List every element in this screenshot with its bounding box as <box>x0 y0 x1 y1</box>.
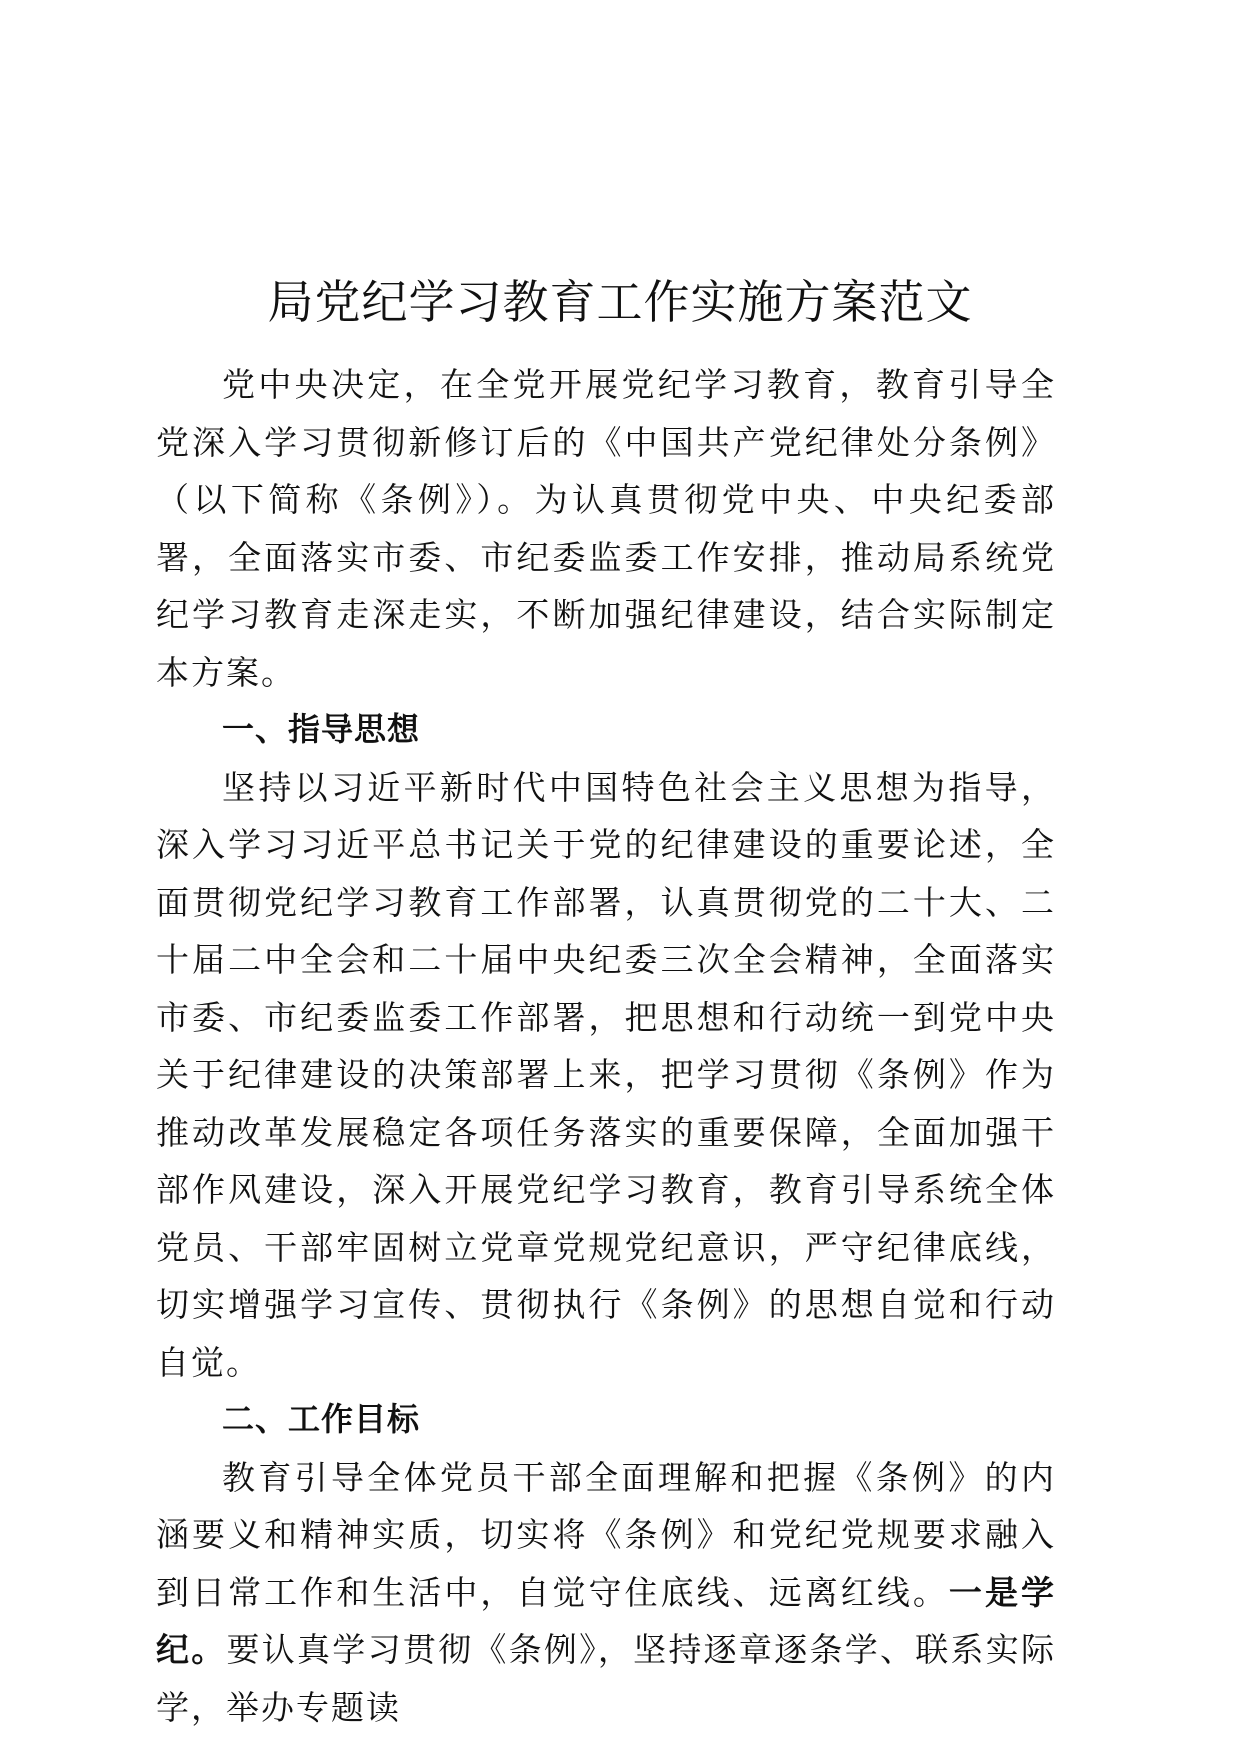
section-paragraph-work-goals <box>156 1449 1056 1737</box>
work-goals-text-part2: 要认真学习贯彻《条例》，坚持逐章逐条学、联系实际学，举办专题读 <box>156 1630 1057 1727</box>
work-goals-emphasis: 一是学纪。 <box>156 1572 1057 1669</box>
intro-paragraph: 党中央决定，在全党开展党纪学习教育，教育引导全党深入学习贯彻新修订后的《中国共产党纪律处分条例》（以下简称《条例》）。为认真贯彻党中央、中央纪委部署，全面落实市委、市纪委监委工作安排，推动局系统党纪学习教育走深走实，不断加强纪律建设，结合实际制定本方案。 <box>156 365 1056 692</box>
section-heading-guiding-ideology: 一、指导思想 <box>222 710 421 748</box>
section-paragraph-guiding-ideology: 坚持以习近平新时代中国特色社会主义思想为指导，深入学习习近平总书记关于党的纪律建设的重要论述，全面贯彻党纪学习教育工作部署，认真贯彻党的二十大、二十届二中全会和二十届中央纪委三次全会精神，全面落实市委、市纪委监委工作部署，把思想和行动统一到党中央关于纪律建设的决策部署上来，把学习贯彻《条例》作为推动改革发展稳定各项任务落实的重要保障，全面加强干部作风建设，深入开展党纪学习教育，教育引导系统全体党员、干部牢固树立党章党规党纪意识，严守纪律底线，切实增强学习宣传、贯彻执行《条例》的思想自觉和行动自觉。 <box>156 767 1056 1382</box>
section-heading-work-goals: 二、工作目标 <box>222 1400 421 1438</box>
work-goals-text-part1: 教育引导全体党员干部全面理解和把握《条例》的内涵要义和精神实质，切实将《条例》和党纪党规要求融入到日常工作和生活中，自觉守住底线、远离红线。 <box>156 1457 1056 1612</box>
document-body <box>156 356 1056 1736</box>
document-title: 局党纪学习教育工作实施方案范文 <box>267 275 973 329</box>
